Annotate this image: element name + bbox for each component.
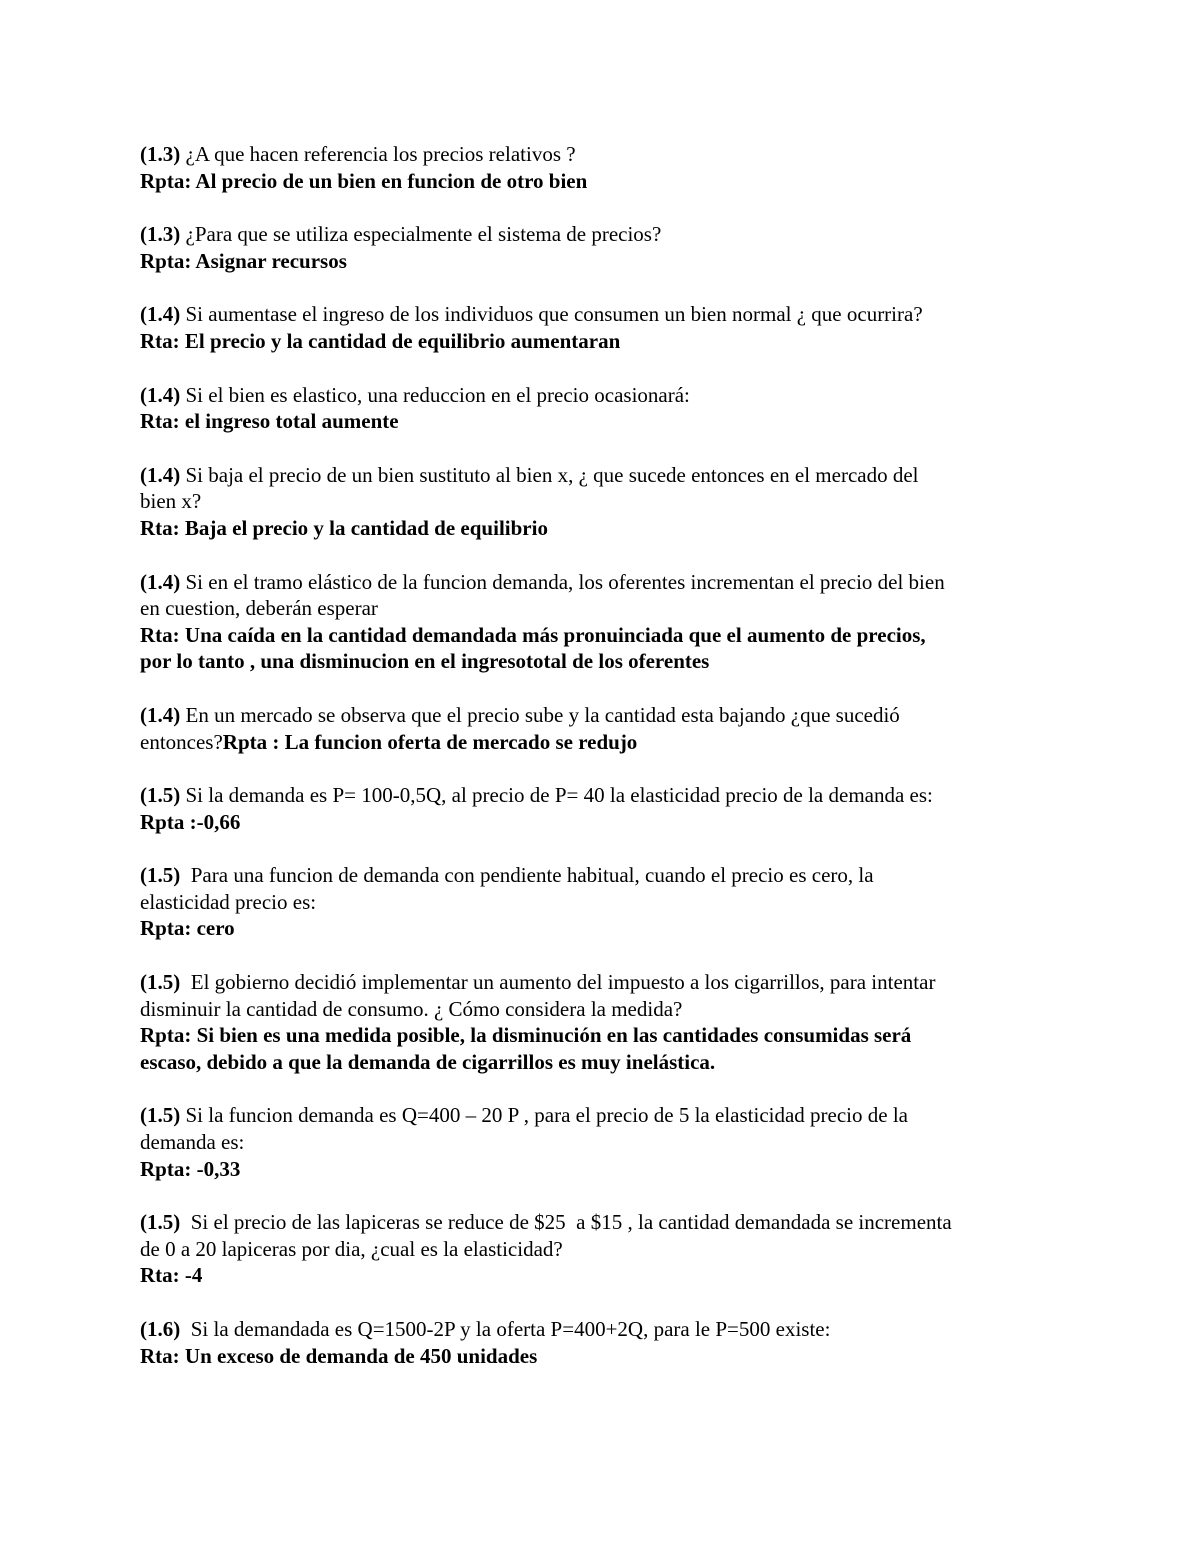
question-text: Si el precio de las lapiceras se reduce de $25 a $15 , la cantidad demandada se incrementa — [180, 1210, 952, 1235]
question-number: (1.4) — [140, 382, 181, 407]
qa-item — [140, 221, 1070, 274]
answer-text: Rta: Una caída en la cantidad demandada más pronuinciada que el aumento de precios, — [140, 622, 926, 647]
question-number: (1.3) — [140, 222, 181, 247]
question-number: (1.5) — [140, 970, 181, 995]
question-number: (1.4) — [140, 702, 181, 727]
answer-text: Rta: -4 — [140, 1263, 203, 1288]
question-text: Si la demanda es P= 100-0,5Q, al precio de P= 40 la elasticidad precio de la demanda es: — [180, 783, 933, 808]
question-line — [140, 1316, 1070, 1343]
question-line — [140, 862, 1070, 889]
question-text: bien x? — [140, 489, 202, 514]
document-page — [140, 141, 1070, 1396]
question-text: de 0 a 20 lapiceras por dia, ¿cual es la elasticidad? — [140, 1236, 563, 1261]
question-text: demanda es: — [140, 1130, 245, 1155]
question-text: Si la funcion demanda es Q=400 – 20 P , para el precio de 5 la elasticidad precio de la — [180, 1103, 908, 1128]
qa-item — [140, 969, 1070, 1075]
qa-item — [140, 862, 1070, 942]
answer-text: Rpta: Al precio de un bien en funcion de otro bien — [140, 168, 588, 193]
qa-item — [140, 141, 1070, 194]
question-text: disminuir la cantidad de consumo. ¿ Cómo considera la medida? — [140, 996, 683, 1021]
question-text: ¿A que hacen referencia los precios relativos ? — [180, 142, 576, 166]
question-number: (1.5) — [140, 783, 181, 808]
question-text: Para una funcion de demanda con pendiente habitual, cuando el precio es cero, la — [180, 863, 874, 888]
question-line — [140, 301, 1070, 328]
question-text: Si en el tramo elástico de la funcion demanda, los oferentes incrementan el precio del bien — [180, 569, 945, 594]
qa-item — [140, 1316, 1070, 1369]
question-line — [140, 782, 1070, 809]
question-text: Si baja el precio de un bien sustituto al bien x, ¿ que sucede entonces en el mercado del — [180, 462, 919, 487]
question-number: (1.3) — [140, 142, 181, 166]
qa-item — [140, 702, 1070, 755]
question-line — [140, 1102, 1070, 1129]
qa-item — [140, 1209, 1070, 1289]
question-text: Si aumentase el ingreso de los individuos que consumen un bien normal ¿ que ocurrira? — [180, 302, 923, 327]
answer-text: escaso, debido a que la demanda de cigarrillos es muy inelástica. — [140, 1049, 716, 1074]
answer-text: Rpta: Asignar recursos — [140, 248, 347, 273]
answer-text: Rpta: -0,33 — [140, 1156, 241, 1181]
qa-item — [140, 462, 1070, 542]
question-text: El gobierno decidió implementar un aumento del impuesto a los cigarrillos, para intentar — [180, 970, 936, 995]
answer-text: Rpta :-0,66 — [140, 809, 241, 834]
question-text: Si la demandada es Q=1500-2P y la oferta P=400+2Q, para le P=500 existe: — [180, 1317, 831, 1341]
question-text: entonces? — [140, 729, 223, 754]
question-line — [140, 969, 1070, 996]
qa-item — [140, 1102, 1070, 1182]
question-line — [140, 221, 1070, 248]
question-line — [140, 382, 1070, 409]
question-line — [140, 141, 1070, 168]
answer-text: Rpta: cero — [140, 916, 235, 941]
answer-text: Rpta: Si bien es una medida posible, la disminución en las cantidades consumidas será — [140, 1023, 912, 1048]
question-text: ¿Para que se utiliza especialmente el sistema de precios? — [180, 222, 662, 247]
question-number: (1.5) — [140, 863, 181, 888]
qa-item — [140, 382, 1070, 435]
question-line — [140, 569, 1070, 596]
answer-text: por lo tanto , una disminucion en el ingresototal de los oferentes — [140, 649, 710, 674]
question-text: en cuestion, deberán esperar — [140, 596, 378, 621]
qa-item — [140, 782, 1070, 835]
question-text: Si el bien es elastico, una reduccion en el precio ocasionará: — [180, 382, 690, 407]
qa-item — [140, 569, 1070, 675]
question-line — [140, 729, 1070, 756]
answer-text: Rta: Un exceso de demanda de 450 unidades — [140, 1343, 538, 1368]
question-line — [140, 1209, 1070, 1236]
question-number: (1.5) — [140, 1210, 181, 1235]
question-text: En un mercado se observa que el precio sube y la cantidad esta bajando ¿que sucedió — [180, 702, 900, 727]
question-line — [140, 702, 1070, 729]
question-number: (1.5) — [140, 1103, 181, 1128]
question-number: (1.6) — [140, 1317, 181, 1341]
question-number: (1.4) — [140, 569, 181, 594]
qa-item — [140, 301, 1070, 354]
question-number: (1.4) — [140, 462, 181, 487]
answer-text: Rta: Baja el precio y la cantidad de equilibrio — [140, 515, 548, 540]
question-number: (1.4) — [140, 302, 181, 327]
answer-text: Rpta : La funcion oferta de mercado se redujo — [222, 729, 638, 754]
answer-text: Rta: el ingreso total aumente — [140, 409, 399, 434]
question-line — [140, 462, 1070, 489]
question-text: elasticidad precio es: — [140, 889, 317, 914]
answer-text: Rta: El precio y la cantidad de equilibrio aumentaran — [140, 328, 621, 353]
